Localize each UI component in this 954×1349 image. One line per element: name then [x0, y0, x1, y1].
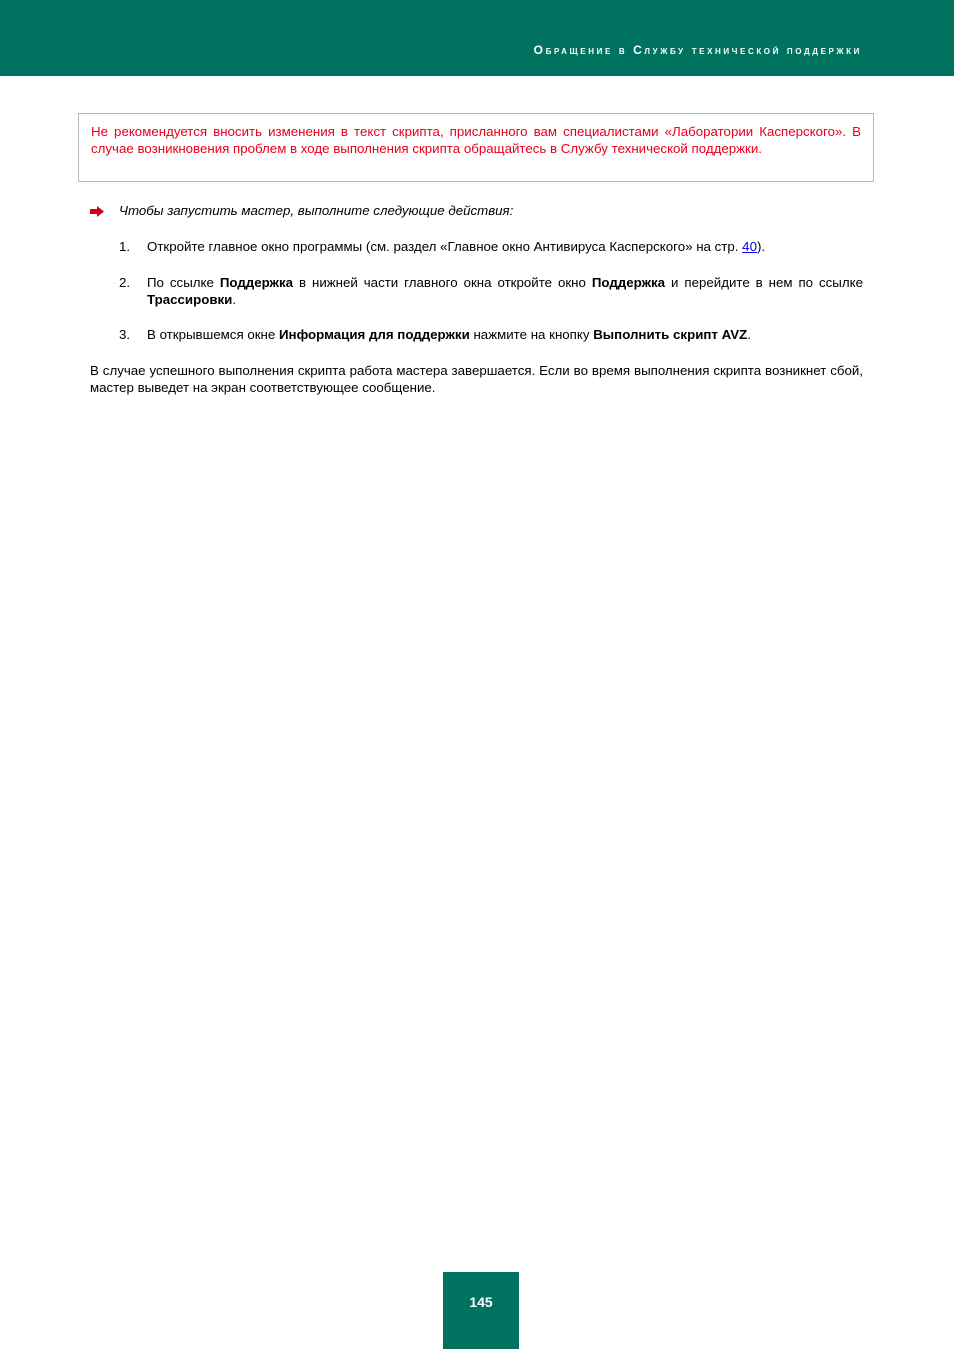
warning-box [78, 113, 874, 182]
step-1 [119, 239, 863, 256]
ui-term: Информация для поддержки [278, 327, 470, 342]
step-3 [119, 327, 863, 344]
page-number-block [443, 1272, 519, 1349]
step-number: 1. [119, 239, 131, 254]
page-header-title: Обращение в Службу технической поддержки [533, 43, 862, 57]
step-text: Откройте главное окно программы (см. раздел «Главное окно Антивируса Касперского» на стр. 40). [147, 239, 766, 254]
step-text: В открывшемся окне Информация для поддержки нажмите на кнопку Выполнить скрипт AVZ. [147, 327, 751, 342]
page-link[interactable]: 40 [742, 239, 757, 254]
closing-paragraph: В случае успешного выполнения скрипта работа мастера завершается. Если во время выполнения скрипта возникнет сбой, мастер выведет на экран соответствующее сообщение. [90, 363, 863, 395]
page-number: 145 [469, 1294, 493, 1310]
ui-term: Выполнить скрипт AVZ [593, 327, 748, 342]
step-text: По ссылке Поддержка в нижней части главного окна откройте окно Поддержка и перейдите в нем по ссылке Трассировки. [147, 275, 863, 307]
ui-term: Трассировки [147, 291, 233, 307]
intro-text: Чтобы запустить мастер, выполните следующие действия: [119, 203, 514, 218]
header-bar [0, 0, 954, 76]
step-2 [119, 275, 863, 308]
step-number: 3. [119, 327, 131, 342]
procedure-intro [90, 203, 870, 221]
ui-term: Поддержка [219, 275, 294, 290]
warning-text: Не рекомендуется вносить изменения в текст скрипта, присланного вам специалистами «Лаборатории Касперского». В случае возникновения проблем в ходе выполнения скрипта обращайтесь в Службу технической поддержки. [91, 124, 861, 156]
arrow-right-icon [90, 206, 104, 217]
step-number: 2. [119, 275, 131, 290]
ui-term: Поддержка [591, 275, 666, 290]
